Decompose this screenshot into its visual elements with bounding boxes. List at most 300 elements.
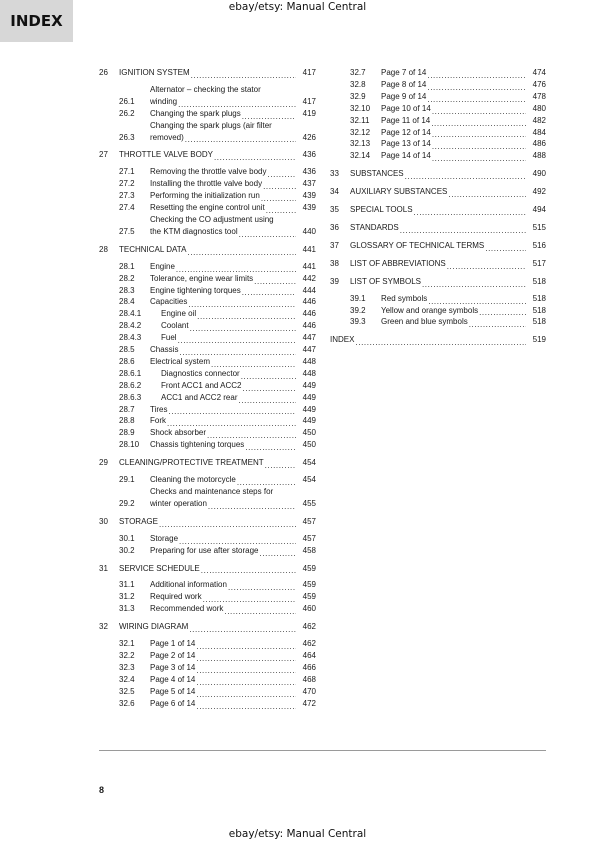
toc-section-entry[interactable]	[99, 439, 316, 451]
toc-section-entry[interactable]	[99, 368, 316, 380]
toc-entry-title	[150, 427, 298, 439]
dot-leader	[268, 169, 296, 178]
toc-section-entry[interactable]	[99, 404, 316, 416]
toc-entry-page: 518	[532, 293, 546, 303]
toc-entry-page: 516	[532, 240, 546, 250]
toc-entry-title-text: Fuel	[161, 333, 177, 343]
toc-section-entry[interactable]	[99, 415, 316, 427]
toc-chapter-entry[interactable]	[99, 244, 316, 256]
toc-section-entry[interactable]	[99, 650, 316, 662]
toc-entry-number: 32.10	[350, 103, 371, 113]
dot-leader	[432, 141, 526, 150]
toc-entry-number: 28.10	[119, 440, 140, 450]
toc-entry-number: 32.1	[119, 639, 135, 649]
toc-entry-number: 32.7	[350, 68, 366, 77]
toc-section-entry[interactable]	[99, 638, 316, 650]
toc-entry-title-line: the KTM diagnostics tool	[150, 226, 238, 236]
toc-entry-number: 33	[330, 169, 339, 179]
toc-entry-number: 32.2	[119, 650, 135, 660]
toc-entry-page: 474	[532, 68, 546, 77]
toc-entry-title-text: Storage	[150, 533, 179, 543]
toc-entry-title	[381, 138, 528, 150]
toc-entry-number: 27.4	[119, 203, 135, 213]
toc-section-entry[interactable]	[330, 127, 546, 139]
toc-entry-page: 519	[532, 335, 546, 345]
toc-entry-page: 450	[302, 428, 316, 438]
toc-entry-title-text: SUBSTANCES	[350, 169, 404, 179]
toc-entry-title-text: Coolant	[161, 321, 189, 331]
toc-entry-title-text: Tolerance, engine wear limits	[150, 273, 254, 283]
toc-entry-title-text: Resetting the engine control unit	[150, 203, 265, 213]
toc-entry-number: 27.2	[119, 179, 135, 189]
toc-entry-title-text: Diagnostics connector	[161, 368, 240, 378]
toc-section-entry[interactable]	[99, 84, 316, 108]
toc-right-column	[330, 67, 546, 351]
toc-section-entry[interactable]	[99, 332, 316, 344]
toc-entry-title-text: Yellow and orange symbols	[381, 305, 479, 315]
toc-section-entry[interactable]	[99, 486, 316, 510]
toc-section-entry[interactable]	[99, 285, 316, 297]
toc-entry-title	[119, 563, 298, 575]
toc-entry-title	[350, 168, 528, 180]
toc-entry-number: 28.7	[119, 404, 135, 414]
toc-entry-number: 30.1	[119, 533, 135, 543]
toc-entry-page: 417	[302, 96, 316, 106]
toc-entry-page: 449	[302, 392, 316, 402]
toc-entry-page: 470	[302, 686, 316, 696]
bottom-watermark: ebay/etsy: Manual Central	[228, 828, 367, 840]
toc-entry-page: 455	[302, 498, 316, 508]
footer-divider	[99, 750, 546, 751]
toc-entry-page: 478	[532, 91, 546, 101]
toc-entry-title	[150, 273, 298, 285]
toc-entry-title-line: Alternator – checking the stator	[150, 84, 261, 94]
toc-section-entry[interactable]	[99, 273, 316, 285]
toc-chapter-entry[interactable]	[330, 334, 546, 346]
toc-entry-number: 28.4.3	[119, 333, 142, 343]
toc-entry-title-text: Chassis tightening torques	[150, 440, 245, 450]
toc-section-entry[interactable]	[99, 662, 316, 674]
toc-entry-page: 442	[302, 273, 316, 283]
toc-entry-number: 26.2	[119, 108, 135, 118]
toc-entry-title	[381, 305, 528, 317]
toc-entry-number: 27.5	[119, 226, 135, 236]
dot-leader	[432, 153, 526, 162]
toc-chapter-entry[interactable]	[99, 149, 316, 161]
dot-leader	[242, 287, 296, 296]
toc-entry-title-text: GLOSSARY OF TECHNICAL TERMS	[350, 240, 485, 250]
dot-leader	[176, 264, 296, 273]
toc-entry-title	[381, 115, 528, 127]
toc-entry-page: 437	[302, 179, 316, 189]
dot-leader	[266, 205, 296, 214]
toc-entry-number: 32.6	[119, 698, 135, 708]
toc-entry-number: 32.11	[350, 115, 370, 125]
toc-entry-number: 28.6.3	[119, 392, 142, 402]
toc-entry-title	[150, 214, 298, 238]
toc-entry-title-text: Tires	[150, 404, 168, 414]
dot-leader	[190, 323, 296, 332]
toc-section-entry[interactable]	[330, 150, 546, 162]
toc-entry-number: 28.8	[119, 416, 135, 426]
toc-entry-page: 464	[302, 650, 316, 660]
toc-entry-title-text: Page 2 of 14	[150, 650, 196, 660]
toc-chapter-entry[interactable]	[99, 516, 316, 528]
toc-entry-number: 31.1	[119, 580, 135, 590]
dot-leader	[196, 677, 296, 686]
toc-entry-title-text: TECHNICAL DATA	[119, 244, 187, 254]
dot-leader	[228, 582, 296, 591]
dot-leader	[485, 243, 526, 252]
toc-chapter-entry[interactable]	[330, 222, 546, 234]
toc-entry-number: 28.4.1	[119, 309, 142, 319]
toc-entry-number: 32.8	[350, 79, 366, 89]
toc-entry-page: 476	[532, 79, 546, 89]
toc-entry-title-text: Cleaning the motorcycle	[150, 475, 236, 485]
toc-entry-page: 449	[302, 416, 316, 426]
toc-entry-number: 32.5	[119, 686, 135, 696]
toc-entry-title-text: Page 3 of 14	[150, 662, 196, 672]
toc-entry-number: 30	[99, 516, 108, 526]
toc-section-entry[interactable]	[99, 427, 316, 439]
toc-entry-page: 447	[302, 333, 316, 343]
dot-leader	[179, 347, 296, 356]
dot-leader	[191, 70, 296, 79]
toc-entry-title	[119, 149, 298, 161]
toc-entry-title	[381, 316, 528, 328]
toc-section-entry[interactable]	[330, 103, 546, 115]
toc-entry-title	[150, 404, 298, 416]
toc-chapter-entry[interactable]	[330, 258, 546, 270]
toc-entry-title-text: THROTTLE VALVE BODY	[119, 150, 213, 160]
dot-leader	[400, 225, 526, 234]
toc-entry-title-text: SERVICE SCHEDULE	[119, 563, 200, 573]
toc-entry-page: 436	[302, 150, 316, 160]
toc-entry-title-text: Page 14 of 14	[381, 151, 431, 161]
toc-entry-page: 484	[532, 127, 546, 137]
toc-entry-title-text: Page 13 of 14	[381, 139, 431, 149]
toc-entry-number: 27	[99, 150, 108, 160]
toc-entry-title-text: Page 11 of 14	[381, 115, 431, 125]
dot-leader	[254, 276, 296, 285]
toc-entry-title-text: Performing the initialization run	[150, 191, 260, 201]
dot-leader	[479, 307, 526, 316]
toc-section-entry[interactable]	[330, 67, 546, 79]
toc-entry-page: 494	[532, 205, 546, 215]
toc-entry-number: 29.2	[119, 498, 135, 508]
toc-entry-title	[350, 222, 528, 234]
toc-section-entry[interactable]	[99, 120, 316, 144]
toc-section-entry[interactable]	[99, 579, 316, 591]
dot-leader	[428, 296, 526, 305]
toc-entry-page: 449	[302, 380, 316, 390]
toc-section-entry[interactable]	[99, 178, 316, 190]
toc-section-entry[interactable]	[330, 138, 546, 150]
dot-leader	[207, 430, 296, 439]
toc-entry-number: 28.6.1	[119, 368, 142, 378]
toc-entry-page: 457	[302, 533, 316, 543]
toc-entry-page: 439	[302, 191, 316, 201]
toc-entry-number: 31.2	[119, 592, 135, 602]
toc-entry-page: 462	[302, 622, 316, 632]
toc-section-entry[interactable]	[99, 202, 316, 214]
toc-entry-number: 39.3	[350, 317, 366, 327]
toc-entry-title	[150, 166, 298, 178]
toc-entry-page: 426	[302, 132, 316, 142]
toc-entry-title	[119, 621, 298, 633]
dot-leader	[469, 319, 526, 328]
toc-entry-number: 32.4	[119, 674, 135, 684]
toc-chapter-entry[interactable]	[330, 168, 546, 180]
toc-entry-number: 26.1	[119, 96, 135, 106]
toc-entry-page: 444	[302, 285, 316, 295]
toc-entry-title-text: Fork	[150, 416, 166, 426]
toc-chapter-entry[interactable]	[330, 186, 546, 198]
toc-entry-number: 31.3	[119, 604, 135, 614]
dot-leader	[239, 229, 296, 238]
toc-entry-number: 26.3	[119, 132, 135, 142]
toc-entry-page: 446	[302, 309, 316, 319]
toc-entry-title	[150, 84, 298, 108]
dot-leader	[187, 247, 296, 256]
dot-leader	[196, 653, 296, 662]
toc-entry-title-text: LIST OF SYMBOLS	[350, 276, 421, 286]
dot-leader	[265, 460, 296, 469]
toc-section-entry[interactable]	[99, 474, 316, 486]
dot-leader	[261, 193, 296, 202]
dot-leader	[414, 207, 526, 216]
toc-section-entry[interactable]	[99, 545, 316, 557]
toc-entry-page: 459	[302, 592, 316, 602]
toc-entry-title	[119, 516, 298, 528]
toc-entry-number: 28.1	[119, 261, 135, 271]
dot-leader	[196, 641, 296, 650]
toc-left-column	[99, 67, 316, 710]
toc-section-entry[interactable]	[99, 698, 316, 710]
toc-entry-title	[150, 591, 298, 603]
page-number: 8	[99, 785, 105, 795]
toc-entry-page: 460	[302, 604, 316, 614]
toc-entry-page: 518	[532, 276, 546, 286]
dot-leader	[197, 311, 296, 320]
toc-section-entry[interactable]	[330, 79, 546, 91]
toc-entry-number: 34	[330, 187, 339, 197]
toc-entry-page: 518	[532, 305, 546, 315]
toc-entry-page: 447	[302, 345, 316, 355]
dot-leader	[447, 261, 526, 270]
toc-entry-page: 446	[302, 297, 316, 307]
toc-section-entry[interactable]	[99, 308, 316, 320]
toc-section-entry[interactable]	[99, 356, 316, 368]
toc-entry-title-text: STANDARDS	[350, 222, 399, 232]
toc-entry-title-text: WIRING DIAGRAM	[119, 622, 189, 632]
toc-entry-page: 492	[532, 187, 546, 197]
dot-leader	[260, 548, 296, 557]
toc-section-entry[interactable]	[99, 344, 316, 356]
toc-entry-page: 482	[532, 115, 546, 125]
toc-entry-page: 457	[302, 516, 316, 526]
toc-chapter-entry[interactable]	[99, 457, 316, 469]
toc-section-entry[interactable]	[330, 91, 546, 103]
toc-section-entry[interactable]	[99, 686, 316, 698]
toc-chapter-entry[interactable]	[99, 563, 316, 575]
dot-leader	[188, 299, 296, 308]
toc-section-entry[interactable]	[330, 293, 546, 305]
toc-entry-page: 449	[302, 404, 316, 414]
toc-section-entry[interactable]	[99, 674, 316, 686]
toc-entry-page: 468	[302, 674, 316, 684]
toc-entry-page: 458	[302, 545, 316, 555]
toc-entry-title-text: Chassis	[150, 345, 179, 355]
toc-entry-title	[150, 686, 298, 698]
toc-section-entry[interactable]	[330, 316, 546, 328]
dot-leader	[427, 82, 526, 91]
toc-entry-number: 28	[99, 244, 108, 254]
toc-entry-page: 459	[302, 580, 316, 590]
toc-entry-page: 488	[532, 151, 546, 161]
toc-entry-title-text: IGNITION SYSTEM	[119, 68, 190, 77]
toc-entry-title	[150, 662, 298, 674]
toc-entry-title	[150, 439, 298, 451]
toc-section-entry[interactable]	[99, 591, 316, 603]
dot-leader	[241, 371, 296, 380]
toc-section-entry[interactable]	[330, 305, 546, 317]
toc-entry-page: 417	[302, 68, 316, 77]
toc-entry-title	[350, 258, 528, 270]
toc-entry-title	[119, 67, 298, 79]
toc-entry-page: 515	[532, 222, 546, 232]
toc-entry-title	[381, 103, 528, 115]
dot-leader	[167, 418, 296, 427]
dot-leader	[263, 181, 296, 190]
toc-entry-title	[150, 674, 298, 686]
toc-chapter-entry[interactable]	[99, 67, 316, 79]
dot-leader	[224, 606, 296, 615]
toc-entry-title	[350, 204, 528, 216]
toc-entry-title	[150, 415, 298, 427]
toc-entry-page: 472	[302, 698, 316, 708]
toc-entry-title	[150, 603, 298, 615]
toc-entry-number: 27.1	[119, 167, 135, 177]
toc-chapter-entry[interactable]	[330, 204, 546, 216]
toc-entry-page: 486	[532, 139, 546, 149]
dot-leader	[422, 279, 526, 288]
toc-entry-title-text: STORAGE	[119, 516, 158, 526]
toc-section-entry[interactable]	[99, 190, 316, 202]
toc-entry-title	[161, 380, 298, 392]
toc-entry-number: 32.14	[350, 151, 371, 161]
toc-entry-title-text: Recommended work	[150, 604, 224, 614]
toc-entry-number: 28.6	[119, 356, 135, 366]
dot-leader	[237, 477, 296, 486]
toc-section-entry[interactable]	[99, 108, 316, 120]
toc-entry-title	[161, 308, 298, 320]
dot-leader	[431, 118, 526, 127]
toc-entry-page: 480	[532, 103, 546, 113]
toc-entry-title	[330, 334, 528, 346]
dot-leader	[245, 442, 296, 451]
toc-section-entry[interactable]	[99, 261, 316, 273]
toc-section-entry[interactable]	[99, 214, 316, 238]
toc-chapter-entry[interactable]	[99, 621, 316, 633]
toc-entry-page: 448	[302, 356, 316, 366]
toc-entry-title-text: Installing the throttle valve body	[150, 179, 263, 189]
toc-entry-number: 28.9	[119, 428, 135, 438]
toc-entry-title	[381, 91, 528, 103]
toc-entry-title	[150, 356, 298, 368]
dot-leader	[214, 152, 296, 161]
toc-section-entry[interactable]	[99, 296, 316, 308]
toc-section-entry[interactable]	[99, 392, 316, 404]
toc-entry-title	[350, 276, 528, 288]
toc-entry-number: 38	[330, 258, 339, 268]
toc-entry-title	[150, 579, 298, 591]
dot-leader	[196, 701, 296, 710]
toc-entry-title	[161, 320, 298, 332]
toc-entry-number: 27.3	[119, 191, 135, 201]
toc-entry-title	[350, 240, 528, 252]
toc-entry-title-line: winter operation	[150, 498, 207, 508]
toc-entry-title-text: Removing the throttle valve body	[150, 167, 267, 177]
toc-entry-title-text: INDEX	[330, 335, 355, 345]
dot-leader	[201, 565, 296, 574]
toc-entry-title-text: Page 10 of 14	[381, 103, 431, 113]
dot-leader	[238, 395, 296, 404]
toc-entry-title	[150, 344, 298, 356]
dot-leader	[432, 129, 526, 138]
toc-entry-number: 39	[330, 276, 339, 286]
toc-section-entry[interactable]	[99, 320, 316, 332]
toc-chapter-entry[interactable]	[330, 276, 546, 288]
toc-entry-number: 39.1	[350, 293, 366, 303]
toc-entry-number: 28.5	[119, 345, 135, 355]
toc-entry-page: 459	[302, 563, 316, 573]
toc-entry-number: 31	[99, 563, 108, 573]
toc-entry-number: 28.6.2	[119, 380, 142, 390]
toc-entry-title	[150, 190, 298, 202]
toc-entry-title-text: Engine	[150, 261, 175, 271]
toc-entry-title-text: Red symbols	[381, 293, 428, 303]
toc-entry-page: 462	[302, 639, 316, 649]
toc-entry-title-text: Electrical system	[150, 356, 211, 366]
dot-leader	[189, 624, 296, 633]
toc-entry-title	[381, 67, 528, 79]
toc-section-entry[interactable]	[99, 603, 316, 615]
dot-leader	[242, 383, 296, 392]
toc-section-entry[interactable]	[330, 115, 546, 127]
toc-entry-title-text: Engine tightening torques	[150, 285, 241, 295]
toc-section-entry[interactable]	[99, 380, 316, 392]
toc-entry-title	[150, 178, 298, 190]
toc-section-entry[interactable]	[99, 533, 316, 545]
toc-section-entry[interactable]	[99, 166, 316, 178]
toc-entry-title-line: winding	[150, 96, 178, 106]
toc-entry-title	[381, 150, 528, 162]
toc-entry-title	[150, 486, 298, 510]
toc-entry-title	[150, 120, 298, 144]
toc-entry-title	[119, 244, 298, 256]
toc-entry-page: 436	[302, 167, 316, 177]
dot-leader	[242, 111, 296, 120]
toc-entry-page: 454	[302, 475, 316, 485]
toc-entry-number: 29.1	[119, 475, 135, 485]
dot-leader	[178, 99, 296, 108]
toc-chapter-entry[interactable]	[330, 240, 546, 252]
dot-leader	[196, 689, 296, 698]
toc-entry-number: 35	[330, 205, 339, 215]
toc-entry-title	[150, 698, 298, 710]
toc-entry-number: 28.3	[119, 285, 135, 295]
